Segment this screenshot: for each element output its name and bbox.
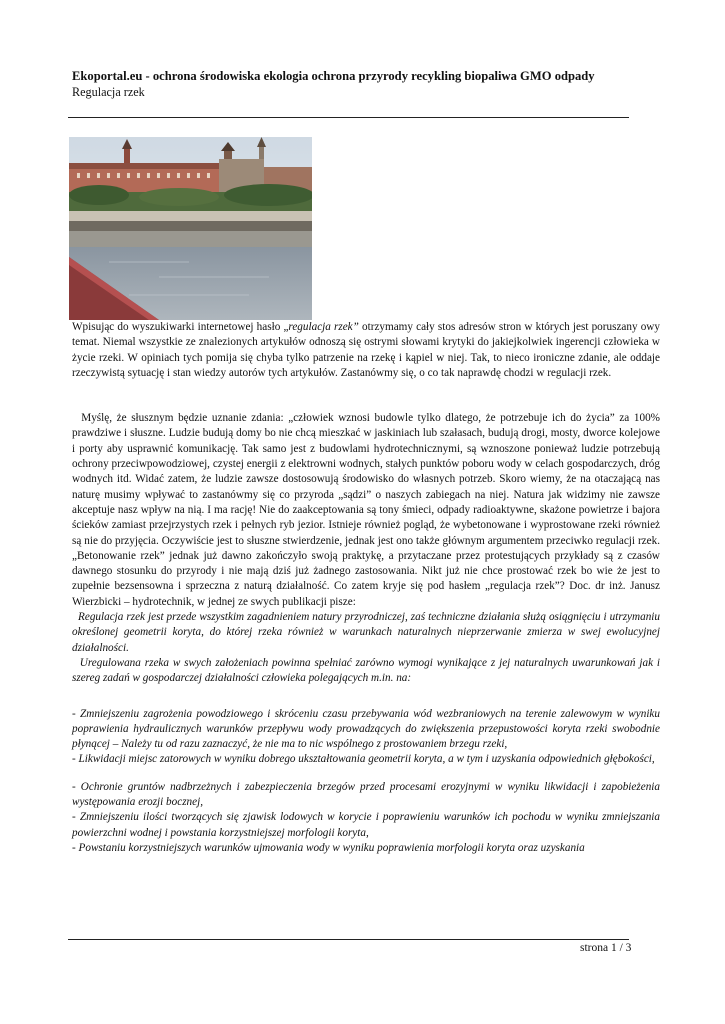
document-header bbox=[72, 68, 672, 100]
warsaw-river-photo bbox=[69, 137, 312, 320]
article-content bbox=[72, 320, 660, 856]
quote-paragraph-2 bbox=[72, 656, 660, 687]
page-number: strona 1 / 3 bbox=[580, 942, 632, 954]
intro-text-start: Wpisując do wyszukiwarki internetowej hasło „ bbox=[72, 321, 289, 333]
body-text: Myślę, że słusznym będzie uznanie zdania: „człowiek wznosi budowle tylko dlatego, że potrzebuje ich do życia” za 100% prawdziwe i słuszne. Ludzie budują domy bo nie chcą mieszkać w jaskiniach lub szałasach, budują drogi, mosty, dworce kolejowe i porty aby usprawnić komunikację. Tak samo jest z budowlami hydrotechnicznymi, są wznoszone ponieważ ludzie potrzebują ochrony przeciwpowodziowej, czystej energii z elektrowni wodnych, stałych punktów poboru wody w celach gospodarczych, dróg wodnych itd. Widać zatem, że ludzie zawsze dostosowują środowisko do własnych potrzeb. Skoro wiemy, że na otaczającą nas naturę musimy wpływać to zastanówmy się co przyroda „sądzi” o naszych zabiegach na niej. Natura jak widzimy nie zawsze akceptuje nasz wpływ na nią. I ma rację! Nie do zaakceptowania są tony śmieci, odpady radioaktywne, skażone powietrze i bajora ścieków zamiast przejrzystych rzek i pełnych ryb jezior. Istnieje również pogląd, że wybetonowane i wyprostowane rzeki również są nie do przyjęcia. Oczywiście jest to słuszne stwierdzenie, jednak jest ono także głównym argumentem przeciwko regulacji rzek. „Betonowanie rzek” jednak już dawno zakończyło swoją praktykę, a przytaczane przez protestujących przykłady są z czasów dawnego stosunku do przyrody i nie mają dziś już żadnego zastosowania. Nikt już nie chce prostować rzek bo wie że jest to zupełnie bezsensowna i sprzeczna z naturą działalność. Co zatem kryje się pod hasłem „regulacja rzek”? Doc. dr inż. Janusz Wierzbicki – hydrotechnik, w jednej ze swych publikacji pisze: bbox=[72, 412, 660, 608]
list-item: - Likwidacji miejsc zatorowych w wyniku dobrego ukształtowania geometrii koryta, a w tym i uzyskania odpowiednich głębokości, bbox=[72, 753, 655, 766]
list-item: - Powstaniu korzystniejszych warunków ujmowania wody w wyniku poprawienia morfologii koryta oraz uzyskania bbox=[72, 841, 585, 854]
quote-text-1: Regulacja rzek jest przede wszystkim zagadnieniem natury przyrodniczej, zaś techniczne działania służą osiągnięciu i utrzymaniu określonej geometrii koryta, do której rzeka również w warunkach naturalnych nieprzerwanie zmierza w swej ewolucyjnej działalności. bbox=[72, 611, 660, 654]
quote-paragraph-1 bbox=[72, 610, 660, 656]
intro-paragraph bbox=[72, 320, 660, 381]
list-item: - Zmniejszeniu ilości tworzących się zjawisk lodowych w korycie i poprawieniu warunków ich pochodu w wyniku zmniejszania powierzchni wodnej i powstania korzystniejszej morfologii koryta, bbox=[72, 811, 660, 839]
list-item: - Ochronie gruntów nadbrzeżnych i zabezpieczenia brzegów przed procesami erozyjnymi w wyniku likwidacji i zapobieżenia występowania erozji bocznej, bbox=[72, 780, 660, 809]
intro-text-rest: otrzymamy cały stos adresów stron w których jest poruszany owy temat. Niemal wszystkie ze znalezionych artykułów odnoszą się ostrymi słowami krytyki do jakiejkolwiek ingerencji człowieka w życie rzeki. W opiniach tych pomija się chyba tylko patrzenie na rzekę i kąpiel w niej. Tak, to nieco ironiczne zdanie, ale oddaje rzeczywistą sytuację i stan wiedzy autorów tych artykułów. Zastanówmy się, o co tak naprawdę chodzi w regulacji rzek. bbox=[72, 321, 660, 379]
quote-text-2: Uregulowana rzeka w swych założeniach powinna spełniać zarówno wymogi wynikające z jej naturalnych uwarunkowań jak i szereg zadań w gospodarczej działalności człowieka polegających m.in. na: bbox=[72, 656, 661, 685]
list-item: - Zmniejszeniu zagrożenia powodziowego i skróceniu czasu przebywania wód wezbraniowych na terenie zalewowym w wyniku poprawienia hydraulicznych warunków przepływu wody prowadzących do zwiększenia przepustowości koryta rzeki swobodnie płynącej – Należy tu od razu zaznaczyć, że nie ma to nic wspólnego z prostowaniem brzegu rzeki, bbox=[72, 707, 660, 751]
photo-illustration bbox=[69, 137, 312, 320]
search-term: regulacja rzek” bbox=[288, 321, 359, 333]
site-title: Ekoportal.eu - ochrona środowiska ekologia ochrona przyrody recykling biopaliwa GMO odpady bbox=[72, 69, 595, 83]
footer-divider bbox=[68, 939, 629, 940]
body-paragraph bbox=[72, 411, 660, 610]
header-divider bbox=[68, 117, 629, 118]
article-subtitle: Regulacja rzek bbox=[72, 85, 145, 99]
